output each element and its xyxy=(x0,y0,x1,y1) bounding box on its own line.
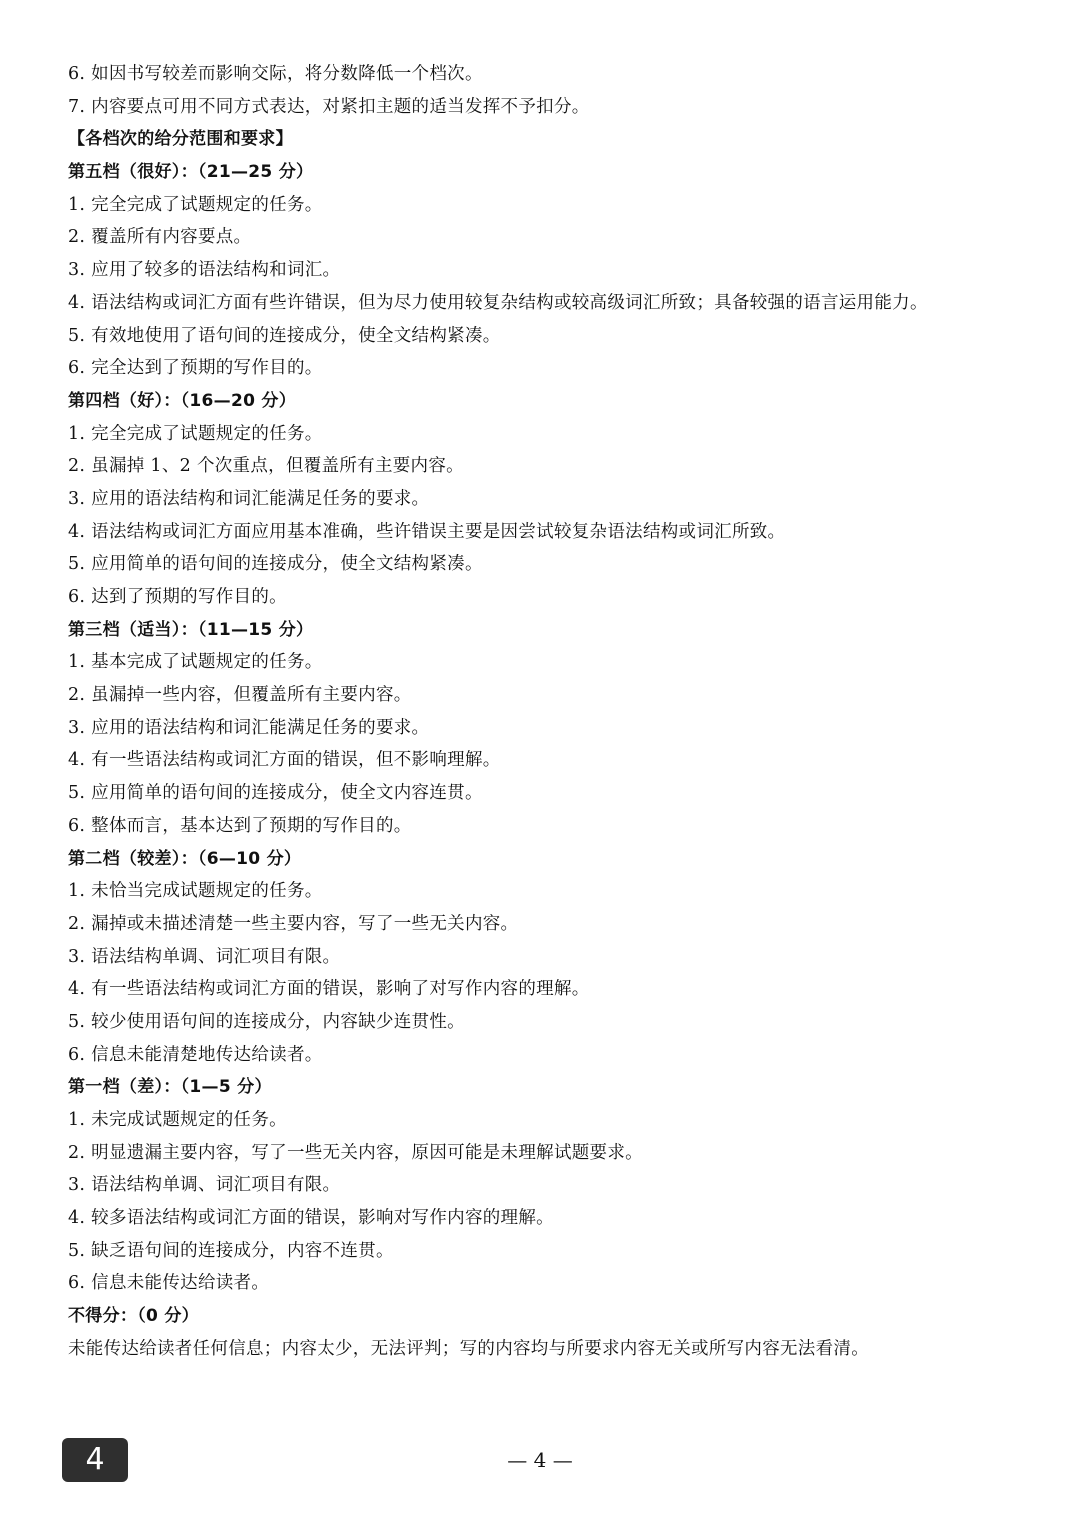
text-line: 5. 缺乏语句间的连接成分，内容不连贯。 xyxy=(68,1240,394,1261)
section-heading: 第三档（适当）：（11—15 分） xyxy=(68,619,314,640)
text-line: 5. 有效地使用了语句间的连接成分，使全文结构紧凑。 xyxy=(68,325,501,346)
section-heading: 第二档（较差）：（6—10 分） xyxy=(68,848,302,869)
section-heading: 第一档（差）：（1—5 分） xyxy=(68,1077,272,1098)
text-line: 1. 未完成试题规定的任务。 xyxy=(68,1110,287,1130)
text-line: 6. 信息未能清楚地传达给读者。 xyxy=(68,1044,323,1065)
text-line: 5. 应用简单的语句间的连接成分，使全文内容连贯。 xyxy=(68,783,483,804)
text-line: 1. 未恰当完成试题规定的任务。 xyxy=(68,881,323,902)
text-line: 6. 完全达到了预期的写作目的。 xyxy=(68,358,323,379)
text-line: 4. 语法结构或词汇方面应用基本准确，些许错误主要是因尝试较复杂语法结构或词汇所致。 xyxy=(68,521,786,542)
text-line: 4. 语法结构或词汇方面有些许错误，但为尽力使用较复杂结构或较高级词汇所致；具备较强的语言运用能力。 xyxy=(68,292,928,313)
document-body xyxy=(68,58,1028,1366)
text-line: 3. 语法结构单调、词汇项目有限。 xyxy=(68,946,341,967)
text-line: 未能传达给读者任何信息；内容太少，无法评判；写的内容均与所要求内容无关或所写内容无法看清。 xyxy=(68,1338,869,1359)
text-line: 4. 有一些语法结构或词汇方面的错误，但不影响理解。 xyxy=(68,750,501,771)
text-line: 1. 完全完成了试题规定的任务。 xyxy=(68,194,323,215)
text-line: 6. 信息未能传达给读者。 xyxy=(68,1273,270,1294)
text-line: 6. 整体而言，基本达到了预期的写作目的。 xyxy=(68,815,412,836)
section-heading: 【各档次的给分范围和要求】 xyxy=(68,129,293,150)
text-line: 2. 覆盖所有内容要点。 xyxy=(68,227,252,248)
text-line: 6. 达到了预期的写作目的。 xyxy=(68,587,287,607)
text-line: 2. 虽漏掉 1、2 个次重点，但覆盖所有主要内容。 xyxy=(68,456,464,477)
text-line: 3. 应用了较多的语法结构和词汇。 xyxy=(68,260,341,281)
text-line: 3. 语法结构单调、词汇项目有限。 xyxy=(68,1175,341,1196)
page-number: — 4 — xyxy=(507,1448,573,1472)
text-line: 5. 应用简单的语句间的连接成分，使全文结构紧凑。 xyxy=(68,554,483,575)
text-line: 2. 漏掉或未描述清楚一些主要内容，写了一些无关内容。 xyxy=(68,913,519,934)
text-line: 2. 虽漏掉一些内容，但覆盖所有主要内容。 xyxy=(68,685,412,706)
section-heading: 第四档（好）：（16—20 分） xyxy=(68,390,297,411)
section-heading: 不得分：（0 分） xyxy=(68,1306,199,1327)
text-line: 4. 较多语法结构或词汇方面的错误，影响对写作内容的理解。 xyxy=(68,1208,554,1229)
text-line: 2. 明显遗漏主要内容，写了一些无关内容，原因可能是未理解试题要求。 xyxy=(68,1142,643,1163)
text-line: 7. 内容要点可用不同方式表达，对紧扣主题的适当发挥不予扣分。 xyxy=(68,96,590,117)
text-line: 6. 如因书写较差而影响交际，将分数降低一个档次。 xyxy=(68,64,483,84)
section-heading: 第五档（很好）：（21—25 分） xyxy=(68,162,314,183)
text-line: 3. 应用的语法结构和词汇能满足任务的要求。 xyxy=(68,488,430,509)
text-line: 1. 完全完成了试题规定的任务。 xyxy=(68,423,323,444)
text-line: 5. 较少使用语句间的连接成分，内容缺少连贯性。 xyxy=(68,1011,465,1032)
text-line: 3. 应用的语法结构和词汇能满足任务的要求。 xyxy=(68,717,430,738)
text-line: 4. 有一些语法结构或词汇方面的错误，影响了对写作内容的理解。 xyxy=(68,979,590,1000)
page-number-badge: 4 xyxy=(62,1438,128,1482)
text-line: 1. 基本完成了试题规定的任务。 xyxy=(68,652,323,673)
